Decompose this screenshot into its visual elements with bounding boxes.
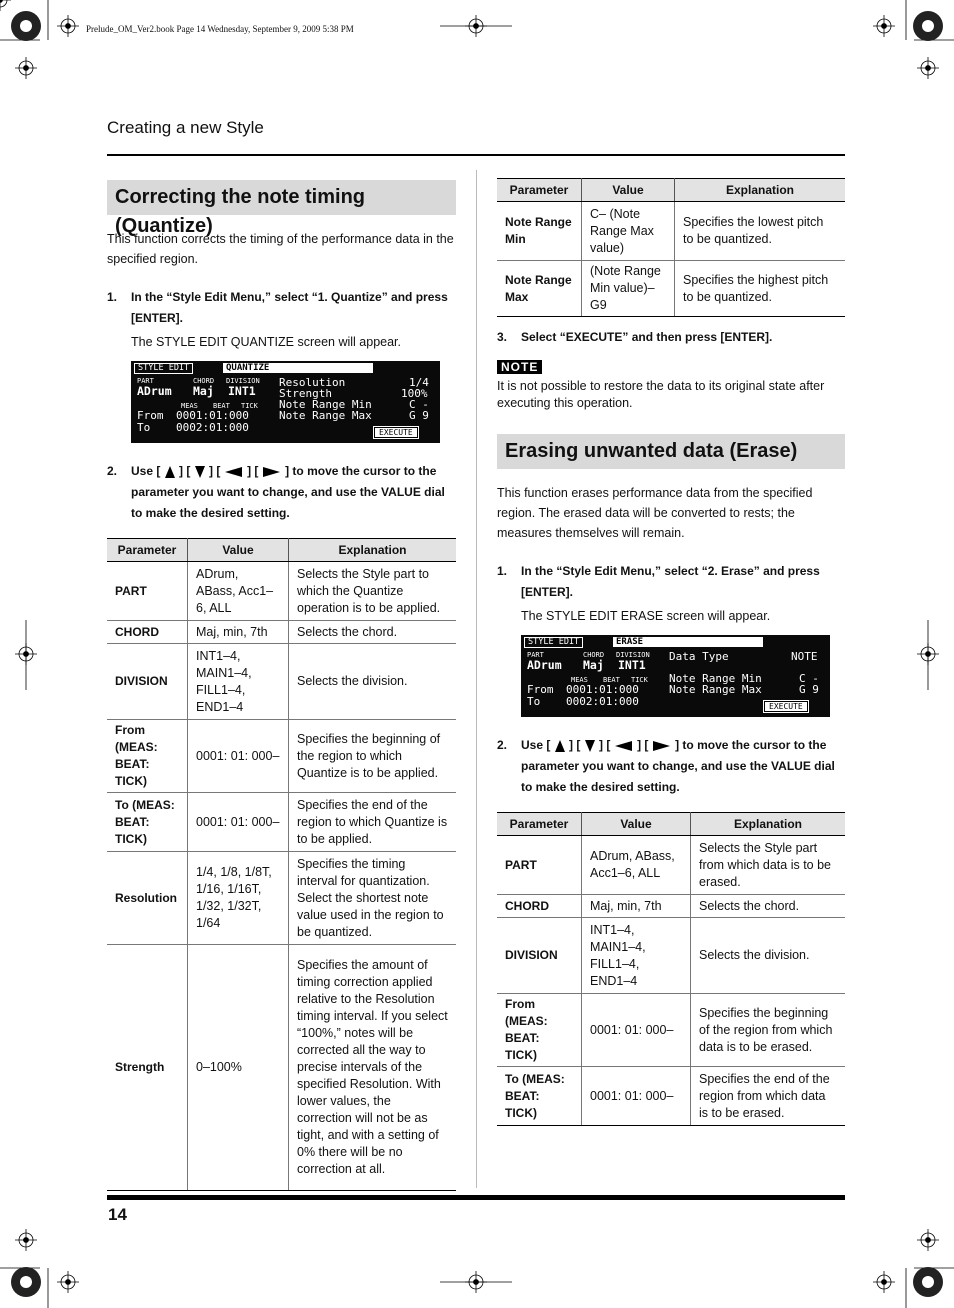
explanation-cell: Selects the chord. [289, 621, 457, 644]
explanation-cell: Specifies the end of the region from which data is to be erased. [691, 1067, 846, 1126]
lcd-value-resolution: 1/4 [409, 376, 429, 389]
lcd-from-value: 0001:01:000 [176, 409, 249, 422]
step-text: In the “Style Edit Menu,” select “2. Erase” and press [ENTER]. [521, 564, 820, 599]
down-arrow-icon [195, 465, 205, 479]
step-text-pre: Use [ [521, 738, 551, 752]
col-header-parameter: Parameter [107, 539, 188, 562]
lcd-from-value: 0001:01:000 [566, 683, 639, 696]
lcd-execute-button: EXECUTE [764, 701, 808, 712]
step-number: 3. [497, 330, 508, 344]
param-cell: DIVISION [107, 644, 188, 720]
table-row [497, 261, 845, 317]
value-cell: ADrum, ABass, Acc1–6, ALL [582, 836, 691, 895]
erase-intro: This function erases performance data from the specified region. The erased data will be converted to rests; the measures themselves will remain. [497, 486, 813, 540]
param-cell: Note Range Max [497, 261, 582, 317]
lcd-param-resolution: Resolution [279, 376, 346, 389]
value-cell: 0001: 01: 000– [582, 994, 691, 1067]
lcd-col-division: DIVISION [616, 651, 650, 659]
table-row [107, 793, 456, 852]
step-number: 1. [497, 564, 508, 578]
lcd-title: ERASE [613, 637, 763, 647]
lcd-col-beat: BEAT [603, 676, 620, 684]
explanation-cell: Selects the chord. [691, 895, 846, 918]
param-cell: Resolution [107, 852, 188, 945]
note-text: It is not possible to restore the data to its original state after executing this operation. [497, 379, 825, 410]
value-cell: ADrum, ABass, Acc1–6, ALL [188, 562, 289, 621]
value-cell: INT1–4, MAIN1–4, FILL1–4, END1–4 [188, 644, 289, 720]
explanation-cell: Specifies the highest pitch to be quantized. [675, 261, 846, 317]
step-text-sep: ] [ [569, 738, 581, 752]
explanation-cell: Specifies the lowest pitch to be quantized. [675, 202, 846, 261]
param-cell: DIVISION [497, 918, 582, 994]
value-cell: 0001: 01: 000– [188, 793, 289, 852]
header-rule [107, 154, 845, 156]
erase-parameter-table [497, 812, 845, 1126]
value-cell: 1/4, 1/8, 1/8T, 1/16, 1/16T, 1/32, 1/32T, 1/64 [188, 852, 289, 945]
step-text-sep: ] [ [247, 464, 259, 478]
value-cell: Maj, min, 7th [582, 895, 691, 918]
quantize-parameter-table [107, 538, 456, 1191]
col-header-explanation: Explanation [289, 539, 457, 562]
left-arrow-icon [615, 741, 633, 751]
step-text-post: ] to move the cursor to the parameter you want to change, and use the VALUE dial to make the desired setting. [131, 464, 445, 520]
col-header-value: Value [188, 539, 289, 562]
lcd-col-meas: MEAS [181, 402, 198, 410]
lcd-param-range-max: Note Range Max [279, 409, 372, 422]
lcd-value-strength: 100% [401, 387, 428, 400]
explanation-cell: Selects the Style part from which data is to be erased. [691, 836, 846, 895]
table-row [497, 895, 845, 918]
explanation-cell: Selects the division. [289, 644, 457, 720]
value-cell: C– (Note Range Max value) [582, 202, 675, 261]
lcd-param-range-max: Note Range Max [669, 683, 762, 696]
table-row [497, 1067, 845, 1126]
table-row [497, 918, 845, 994]
col-header-explanation: Explanation [691, 813, 846, 836]
lcd-col-tick: TICK [631, 676, 648, 684]
param-cell: CHORD [107, 621, 188, 644]
quantize-step-1 [107, 287, 456, 329]
lcd-from-label: From [137, 409, 164, 422]
lcd-col-part: PART [137, 377, 154, 385]
lcd-val-division: INT1 [618, 658, 646, 672]
param-cell: To (MEAS: BEAT: TICK) [497, 1067, 582, 1126]
step-text-post: ] to move the cursor to the parameter you want to change, and use the VALUE dial to make the desired setting. [521, 738, 835, 794]
lcd-to-value: 0002:01:000 [566, 695, 639, 708]
lcd-param-range-min: Note Range Min [669, 672, 762, 685]
section-heading-erase: Erasing unwanted data (Erase) [497, 434, 845, 469]
step-text: Select “EXECUTE” and then press [ENTER]. [521, 330, 773, 344]
lcd-to-value: 0002:01:000 [176, 421, 249, 434]
quantize-step-1-result: The STYLE EDIT QUANTIZE screen will appear. [131, 335, 402, 349]
col-header-parameter: Parameter [497, 179, 582, 202]
lcd-value-range-min: C - [409, 398, 429, 411]
step-text-pre: Use [ [131, 464, 161, 478]
right-arrow-icon [263, 467, 281, 477]
column-divider [476, 170, 477, 1188]
lcd-val-chord: Maj [583, 658, 604, 672]
lcd-val-division: INT1 [228, 384, 256, 398]
param-cell: Strength [107, 945, 188, 1191]
table-row [107, 720, 456, 793]
param-cell: CHORD [497, 895, 582, 918]
lcd-param-range-min: Note Range Min [279, 398, 372, 411]
param-cell: Note Range Min [497, 202, 582, 261]
erase-step-1 [497, 561, 845, 603]
table-row [107, 621, 456, 644]
explanation-cell: Specifies the amount of timing correction applied relative to the Resolution timing interval. If you select “100%,” notes will be corrected all the way to precise intervals of the specified Resolution. With lower values, the correction will not be as tight, and with a setting of 0% there will be no correction at all. [289, 945, 457, 1191]
erase-step-2 [497, 735, 845, 798]
step-number: 2. [497, 738, 508, 752]
running-head: Creating a new Style [107, 118, 264, 137]
step-text: In the “Style Edit Menu,” select “1. Quantize” and press [ENTER]. [131, 290, 448, 325]
note-box [497, 358, 845, 412]
lcd-to-label: To [527, 695, 541, 708]
param-cell: To (MEAS: BEAT: TICK) [107, 793, 188, 852]
table-row [497, 836, 845, 895]
param-cell: PART [107, 562, 188, 621]
lcd-tab: STYLE EDIT [134, 363, 193, 374]
up-arrow-icon [165, 465, 175, 479]
step-number: 2. [107, 464, 118, 478]
param-cell: From (MEAS: BEAT: TICK) [497, 994, 582, 1067]
col-header-value: Value [582, 813, 691, 836]
lcd-value-range-max: G 9 [409, 409, 429, 422]
lcd-param-data-type: Data Type [669, 650, 729, 663]
up-arrow-icon [555, 739, 565, 753]
explanation-cell: Selects the Style part to which the Quantize operation is to be applied. [289, 562, 457, 621]
col-header-parameter: Parameter [497, 813, 582, 836]
lcd-col-part: PART [527, 651, 544, 659]
lcd-to-label: To [137, 421, 151, 434]
quantize-intro: This function corrects the timing of the performance data in the specified region. [107, 232, 454, 266]
section-heading-quantize: Correcting the note timing (Quantize) [107, 180, 456, 215]
lcd-execute-button: EXECUTE [374, 427, 418, 438]
erase-step-1-result: The STYLE EDIT ERASE screen will appear. [521, 609, 771, 623]
explanation-cell: Specifies the timing interval for quantization. Select the shortest note value used in the region to be quantized. [289, 852, 457, 945]
lcd-from-label: From [527, 683, 554, 696]
value-cell: INT1–4, MAIN1–4, FILL1–4, END1–4 [582, 918, 691, 994]
explanation-cell: Selects the division. [691, 918, 846, 994]
lcd-value-range-max: G 9 [799, 683, 819, 696]
down-arrow-icon [585, 739, 595, 753]
col-header-value: Value [582, 179, 675, 202]
step-text-sep: ] [ [209, 464, 221, 478]
note-label: NOTE [497, 360, 542, 374]
lcd-tab: STYLE EDIT [524, 637, 583, 648]
explanation-cell: Specifies the beginning of the region to which Quantize is to be applied. [289, 720, 457, 793]
lcd-val-part: ADrum [137, 384, 172, 398]
step-number: 1. [107, 290, 118, 304]
value-cell: Maj, min, 7th [188, 621, 289, 644]
quantize-parameter-table-continued [497, 178, 845, 317]
value-cell: 0001: 01: 000– [582, 1067, 691, 1126]
lcd-col-beat: BEAT [213, 402, 230, 410]
right-column [497, 178, 845, 1126]
table-row [107, 945, 456, 1191]
col-header-explanation: Explanation [675, 179, 846, 202]
step-text [521, 735, 845, 798]
lcd-value-data-type: NOTE [791, 650, 818, 663]
step-text-sep: ] [ [637, 738, 649, 752]
lcd-val-part: ADrum [527, 658, 562, 672]
quantize-lcd-screen [131, 361, 440, 443]
quantize-step-3 [497, 327, 845, 348]
value-cell: (Note Range Min value)–G9 [582, 261, 675, 317]
table-row [497, 202, 845, 261]
table-row [497, 994, 845, 1067]
left-arrow-icon [225, 467, 243, 477]
explanation-cell: Specifies the end of the region to which Quantize is to be applied. [289, 793, 457, 852]
param-cell: PART [497, 836, 582, 895]
lcd-col-division: DIVISION [226, 377, 260, 385]
value-cell: 0001: 01: 000– [188, 720, 289, 793]
value-cell: 0–100% [188, 945, 289, 1191]
page-number: 14 [108, 1205, 127, 1224]
lcd-col-tick: TICK [241, 402, 258, 410]
lcd-title: QUANTIZE [223, 363, 373, 373]
lcd-param-strength: Strength [279, 387, 332, 400]
explanation-cell: Specifies the beginning of the region from which data is to be erased. [691, 994, 846, 1067]
erase-lcd-screen [521, 635, 830, 717]
step-text [131, 461, 456, 524]
lcd-value-range-min: C - [799, 672, 819, 685]
table-row [107, 644, 456, 720]
param-cell: From (MEAS: BEAT: TICK) [107, 720, 188, 793]
lcd-col-chord: CHORD [193, 377, 215, 385]
step-text-sep: ] [ [179, 464, 191, 478]
step-text-sep: ] [ [599, 738, 611, 752]
table-row [107, 562, 456, 621]
lcd-col-meas: MEAS [571, 676, 588, 684]
print-header: Prelude_OM_Ver2.book Page 14 Wednesday, September 9, 2009 5:38 PM [86, 24, 354, 34]
left-column [107, 178, 456, 1191]
quantize-step-2 [107, 461, 456, 524]
footer-rule [107, 1195, 845, 1200]
lcd-val-chord: Maj [193, 384, 214, 398]
table-row [107, 852, 456, 945]
lcd-col-chord: CHORD [583, 651, 605, 659]
right-arrow-icon [653, 741, 671, 751]
